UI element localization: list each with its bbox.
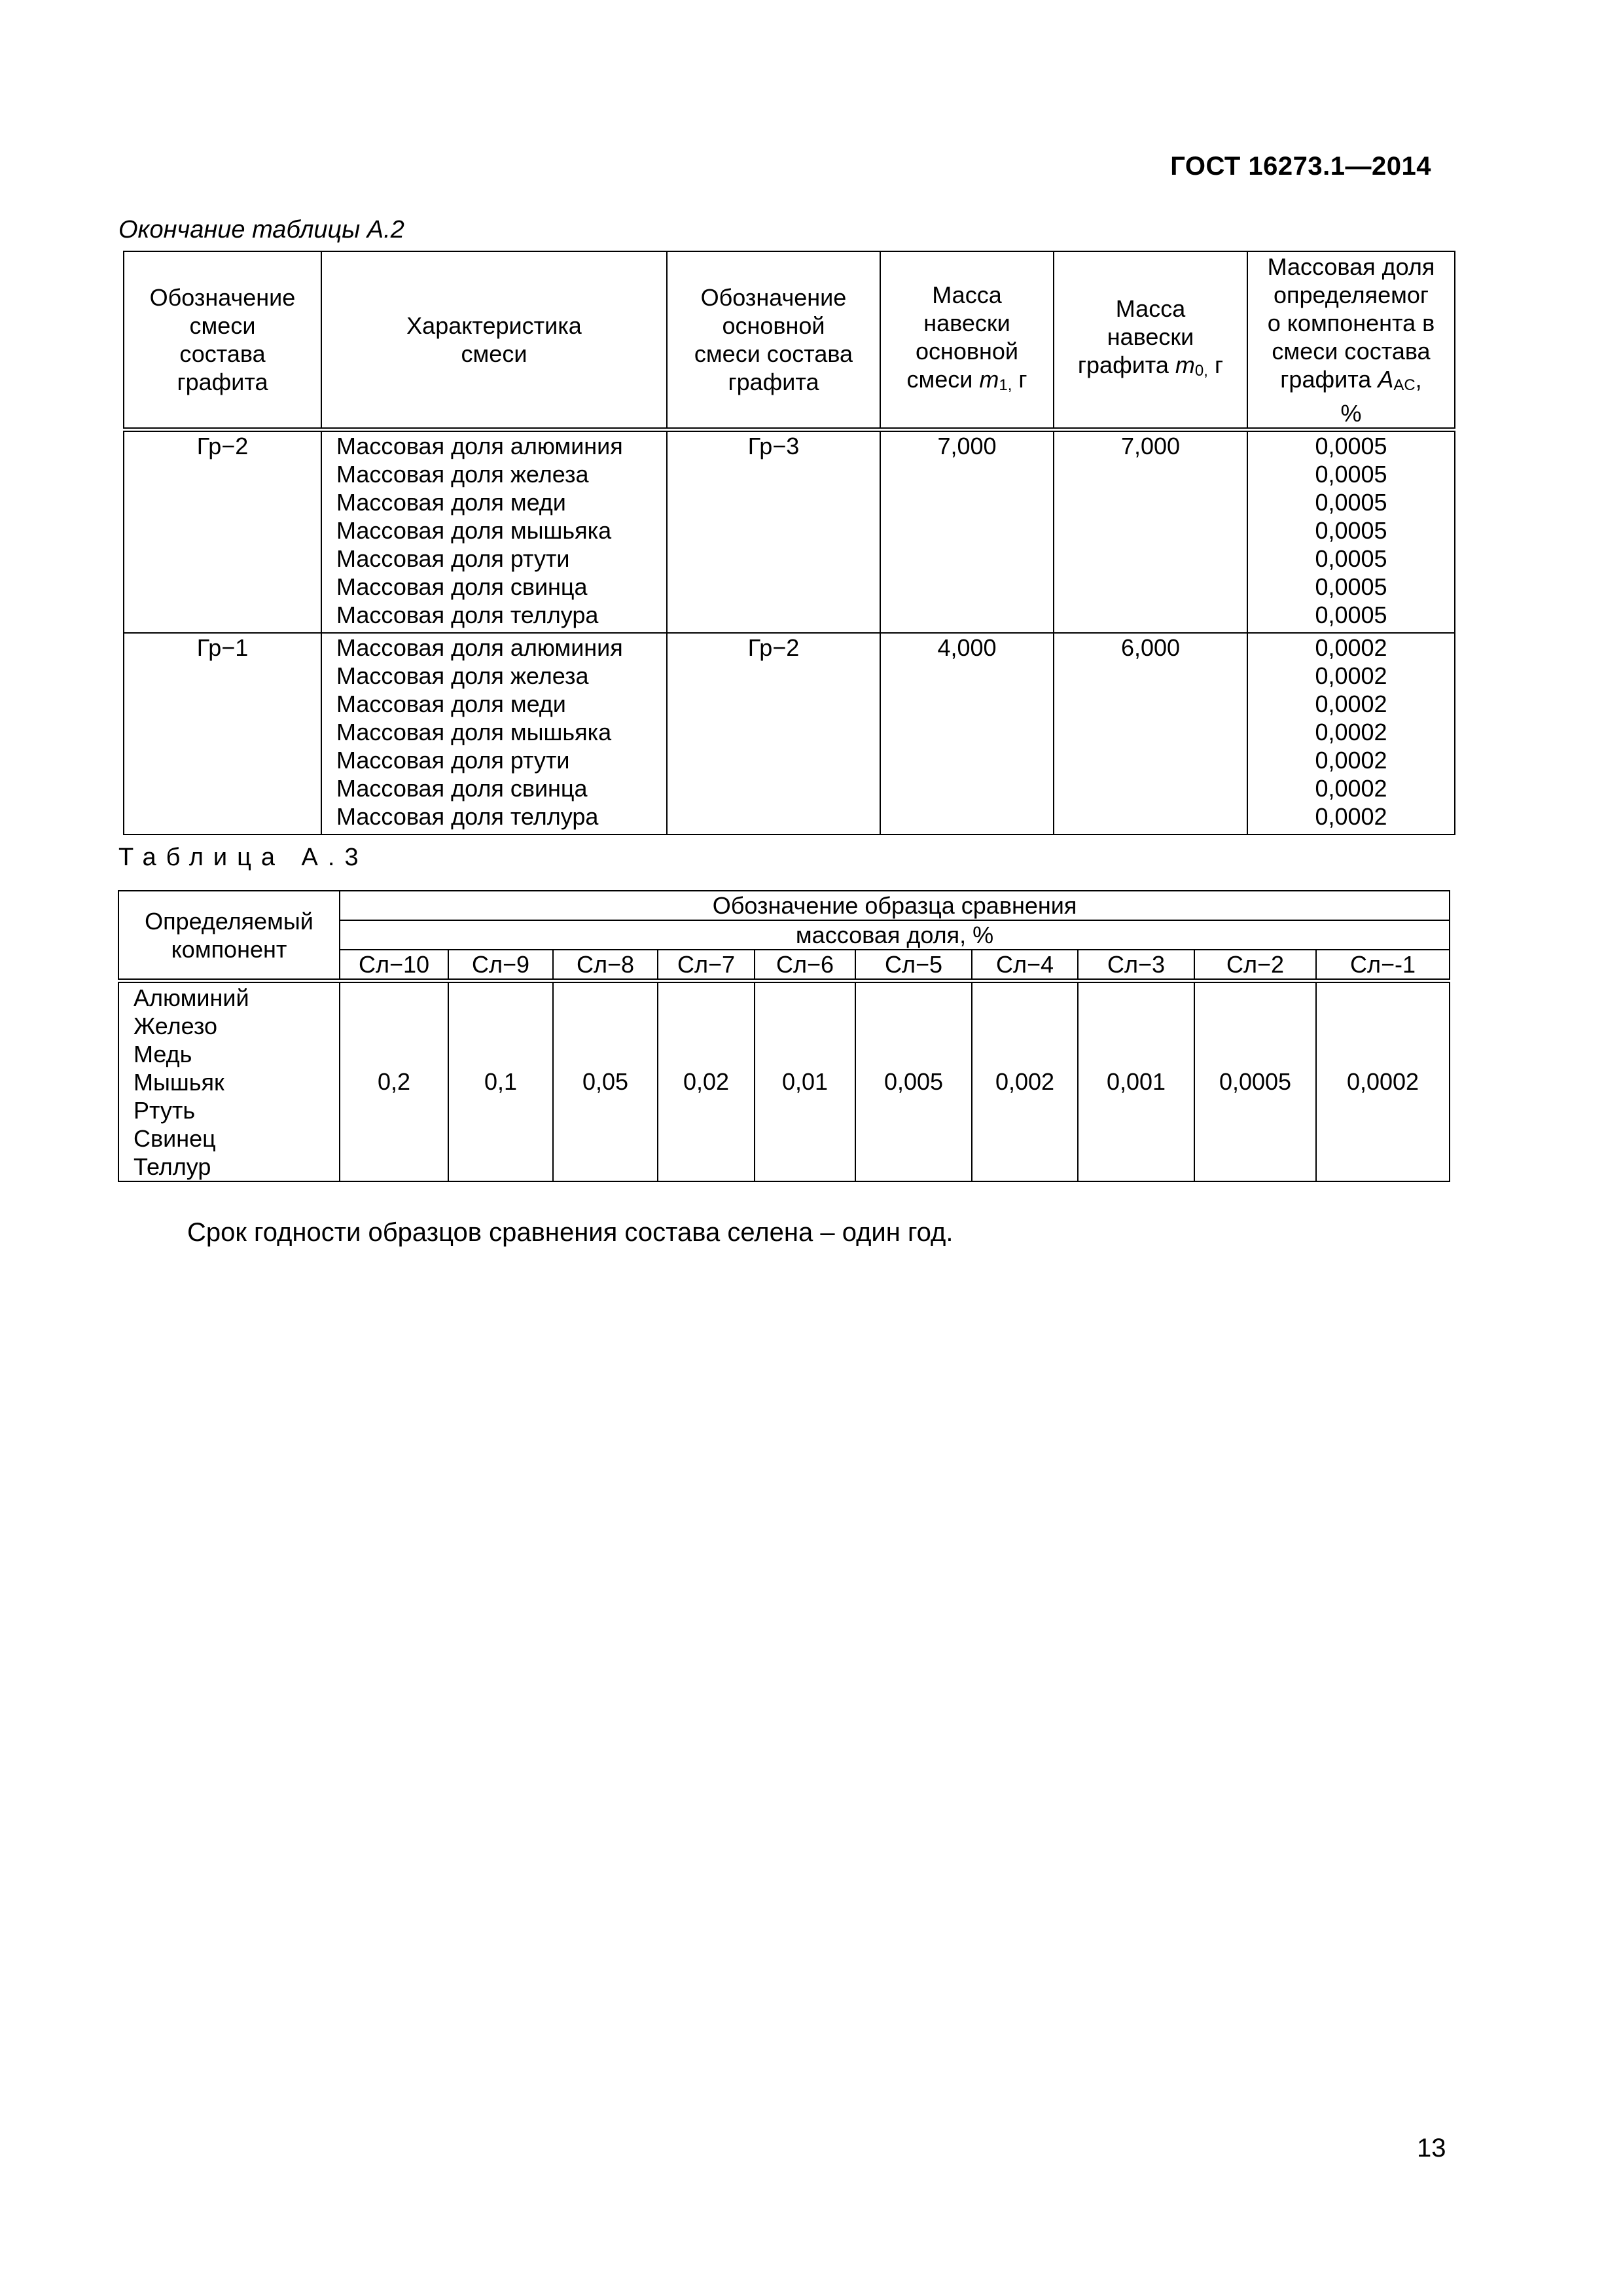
cell-fractions — [1247, 633, 1455, 834]
header-line: основной — [722, 312, 825, 339]
table-a3-caption: Таблица А.3 — [118, 844, 368, 871]
header-sample: Сл−4 — [972, 950, 1078, 981]
subscript: 1, — [999, 376, 1012, 394]
fraction-value: 0,0002 — [1315, 719, 1387, 745]
component-name: Ртуть — [134, 1097, 196, 1124]
header-line: графита — [177, 368, 268, 395]
header-line: Обозначение — [700, 284, 847, 311]
header-sample: Сл−10 — [340, 950, 448, 981]
header-text: смеси — [906, 365, 980, 393]
symbol-m: m — [1175, 351, 1195, 378]
header-line: навески — [923, 309, 1010, 336]
header-line: Масса — [1115, 295, 1186, 322]
header-text: графита — [1280, 365, 1378, 393]
header-mass-fraction: массовая доля, % — [340, 920, 1450, 950]
cell-mass-graphite: 7,000 — [1054, 430, 1247, 634]
header-line: компонент — [171, 935, 287, 963]
characteristic-line: Массовая доля мышьяка — [336, 517, 612, 544]
characteristic-line: Массовая доля железа — [336, 662, 589, 689]
fraction-value: 0,0005 — [1315, 545, 1387, 572]
header-line: смеси состава — [1272, 337, 1431, 365]
cell-value: 0,0002 — [1316, 981, 1450, 1182]
header-base-mixture — [667, 251, 880, 430]
table-row — [118, 981, 1450, 1182]
header-line — [1058, 351, 1243, 385]
table-a3-header-row — [118, 891, 1450, 920]
cell-base-mixture: Гр−2 — [667, 633, 880, 834]
cell-characteristics — [321, 633, 667, 834]
component-name: Медь — [134, 1041, 192, 1067]
component-name: Свинец — [134, 1125, 216, 1152]
cell-mass-base: 7,000 — [880, 430, 1054, 634]
cell-characteristics — [321, 430, 667, 634]
header-sample: Сл−6 — [755, 950, 855, 981]
cell-designation: Гр−1 — [124, 633, 321, 834]
component-name: Мышьяк — [134, 1069, 224, 1096]
fraction-value: 0,0002 — [1315, 775, 1387, 802]
header-line: смеси — [461, 340, 527, 367]
cell-value: 0,0005 — [1194, 981, 1316, 1182]
header-line: графита — [728, 368, 819, 395]
cell-value: 0,02 — [658, 981, 755, 1182]
header-line: навески — [1107, 323, 1194, 350]
fraction-value: 0,0005 — [1315, 573, 1387, 600]
header-line: основной — [915, 337, 1019, 365]
cell-value: 0,01 — [755, 981, 855, 1182]
header-mass-base — [880, 251, 1054, 430]
header-sample: Сл−2 — [1194, 950, 1316, 981]
header-line: состава — [179, 340, 266, 367]
header-designation — [124, 251, 321, 430]
header-line: % — [1340, 399, 1362, 427]
fraction-value: 0,0005 — [1315, 517, 1387, 544]
unit: г — [1012, 365, 1027, 393]
header-component — [118, 891, 340, 981]
unit: г — [1207, 351, 1224, 378]
header-text: , — [1415, 365, 1422, 393]
cell-value: 0,005 — [855, 981, 972, 1182]
cell-base-mixture: Гр−3 — [667, 430, 880, 634]
header-line — [1252, 365, 1450, 399]
fraction-value: 0,0002 — [1315, 634, 1387, 661]
cell-value: 0,002 — [972, 981, 1078, 1182]
header-sample: Сл−3 — [1078, 950, 1194, 981]
fraction-value: 0,0005 — [1315, 433, 1387, 459]
header-text: графита — [1077, 351, 1175, 378]
symbol-a: A — [1378, 365, 1394, 393]
cell-value: 0,001 — [1078, 981, 1194, 1182]
fraction-value: 0,0002 — [1315, 803, 1387, 830]
symbol-m: m — [979, 365, 999, 393]
characteristic-line: Массовая доля ртути — [336, 545, 570, 572]
header-line: о компонента в — [1267, 309, 1435, 336]
header-characteristic — [321, 251, 667, 430]
cell-components — [118, 981, 340, 1182]
header-line: определяемог — [1273, 281, 1429, 308]
characteristic-line: Массовая доля железа — [336, 461, 589, 488]
table-a2 — [123, 251, 1455, 835]
document-code-header: ГОСТ 16273.1—2014 — [1170, 152, 1431, 181]
characteristic-line: Массовая доля свинца — [336, 775, 588, 802]
fraction-value: 0,0002 — [1315, 662, 1387, 689]
header-line: Определяемый — [145, 907, 313, 935]
header-sample-group: Обозначение образца сравнения — [340, 891, 1450, 920]
header-line: Масса — [932, 281, 1002, 308]
header-mass-graphite — [1054, 251, 1247, 430]
table-row — [124, 633, 1455, 834]
fraction-value: 0,0002 — [1315, 747, 1387, 774]
header-sample: Сл−-1 — [1316, 950, 1450, 981]
footnote-text: Срок годности образцов сравнения состава селена – один год. — [187, 1218, 954, 1247]
component-name: Железо — [134, 1013, 217, 1039]
header-line: смеси — [189, 312, 256, 339]
cell-value: 0,2 — [340, 981, 448, 1182]
cell-mass-base: 4,000 — [880, 633, 1054, 834]
header-sample: Сл−5 — [855, 950, 972, 981]
characteristic-line: Массовая доля алюминия — [336, 634, 623, 661]
header-mass-fraction — [1247, 251, 1455, 430]
characteristic-line: Массовая доля мышьяка — [336, 719, 612, 745]
characteristic-line: Массовая доля алюминия — [336, 433, 623, 459]
header-sample: Сл−7 — [658, 950, 755, 981]
fraction-value: 0,0005 — [1315, 489, 1387, 516]
characteristic-line: Массовая доля свинца — [336, 573, 588, 600]
fraction-value: 0,0002 — [1315, 691, 1387, 717]
characteristic-line: Массовая доля теллура — [336, 601, 599, 628]
header-sample: Сл−9 — [448, 950, 553, 981]
table-a2-header-row — [124, 251, 1455, 430]
component-name: Алюминий — [134, 984, 249, 1011]
characteristic-line: Массовая доля ртути — [336, 747, 570, 774]
fraction-value: 0,0005 — [1315, 601, 1387, 628]
subscript: 0, — [1194, 362, 1208, 380]
cell-value: 0,1 — [448, 981, 553, 1182]
table-row — [124, 430, 1455, 634]
header-line: смеси состава — [694, 340, 853, 367]
characteristic-line: Массовая доля меди — [336, 489, 566, 516]
header-sample: Сл−8 — [553, 950, 658, 981]
header-line: Обозначение — [149, 284, 296, 311]
fraction-value: 0,0005 — [1315, 461, 1387, 488]
table-a3 — [118, 890, 1450, 1182]
header-line: Массовая доля — [1267, 253, 1435, 280]
header-line — [885, 365, 1049, 399]
characteristic-line: Массовая доля меди — [336, 691, 566, 717]
subscript: AC — [1393, 376, 1416, 394]
table-a2-caption: Окончание таблицы А.2 — [118, 216, 404, 243]
cell-value: 0,05 — [553, 981, 658, 1182]
cell-fractions — [1247, 430, 1455, 634]
page-number: 13 — [1417, 2134, 1446, 2162]
characteristic-line: Массовая доля теллура — [336, 803, 599, 830]
cell-designation: Гр−2 — [124, 430, 321, 634]
component-name: Теллур — [134, 1153, 211, 1180]
cell-mass-graphite: 6,000 — [1054, 633, 1247, 834]
header-line: Характеристика — [406, 312, 582, 339]
